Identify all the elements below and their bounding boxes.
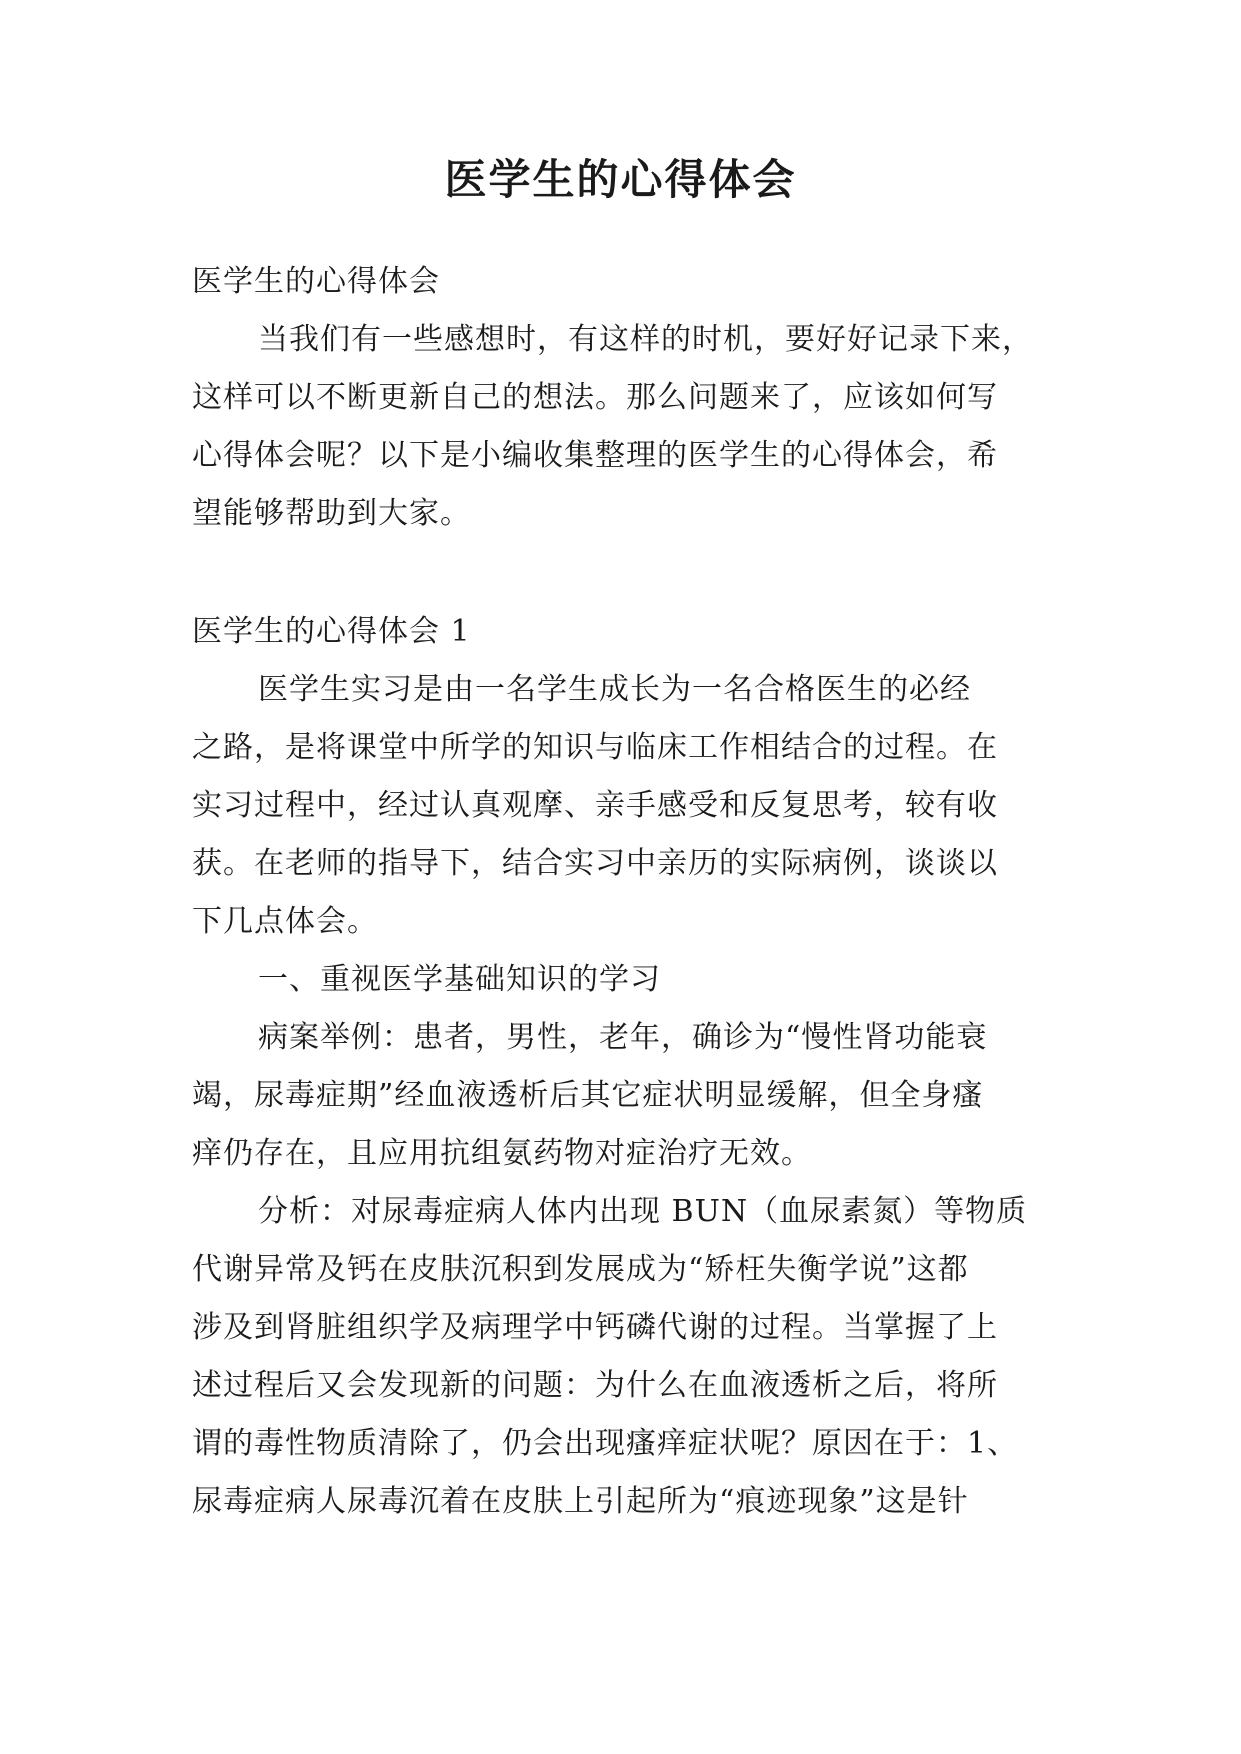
document-title: 医学生的心得体会 [444,155,797,204]
paragraph-line: 之路，是将课堂中所学的知识与临床工作相结合的过程。在 [192,730,998,765]
subsection-heading: 一、重视医学基础知识的学习 [258,962,661,997]
paragraph-line: 尿毒症病人尿毒沉着在皮肤上引起所为“痕迹现象”这是针 [192,1484,969,1519]
paragraph-line: 代谢异常及钙在皮肤沉积到发展成为“矫枉失衡学说”这都 [192,1252,969,1287]
paragraph-line: 实习过程中，经过认真观摩、亲手感受和反复思考，较有收 [192,788,998,823]
paragraph-line: 述过程后又会发现新的问题：为什么在血液透析之后，将所 [192,1368,998,1403]
paragraph-line: 下几点体会。 [192,904,378,939]
paragraph-line: 获。在老师的指导下，结合实习中亲历的实际病例，谈谈以 [192,846,998,881]
section-heading: 医学生的心得体会 1 [192,614,471,649]
paragraph-line: 分析：对尿毒症病人体内出现 BUN（血尿素氮）等物质 [258,1194,1028,1229]
paragraph-line: 谓的毒性物质清除了，仍会出现瘙痒症状呢？原因在于：1、 [192,1426,1019,1461]
paragraph-line: 医学生实习是由一名学生成长为一名合格医生的必经 [258,672,971,707]
paragraph-line: 当我们有一些感想时，有这样的时机，要好好记录下来， [258,322,1033,357]
paragraph-line: 望能够帮助到大家。 [192,496,471,531]
intro-heading: 医学生的心得体会 [192,264,440,299]
paragraph-line: 涉及到肾脏组织学及病理学中钙磷代谢的过程。当掌握了上 [192,1310,998,1345]
paragraph-line: 竭，尿毒症期”经血液透析后其它症状明显缓解，但全身瘙 [192,1078,984,1113]
paragraph-line: 心得体会呢？以下是小编收集整理的医学生的心得体会，希 [192,438,998,473]
paragraph-line: 病案举例：患者，男性，老年，确诊为“慢性肾功能衰 [258,1020,988,1055]
paragraph-line: 痒仍存在，且应用抗组氨药物对症治疗无效。 [192,1136,812,1171]
paragraph-line: 这样可以不断更新自己的想法。那么问题来了，应该如何写 [192,380,998,415]
